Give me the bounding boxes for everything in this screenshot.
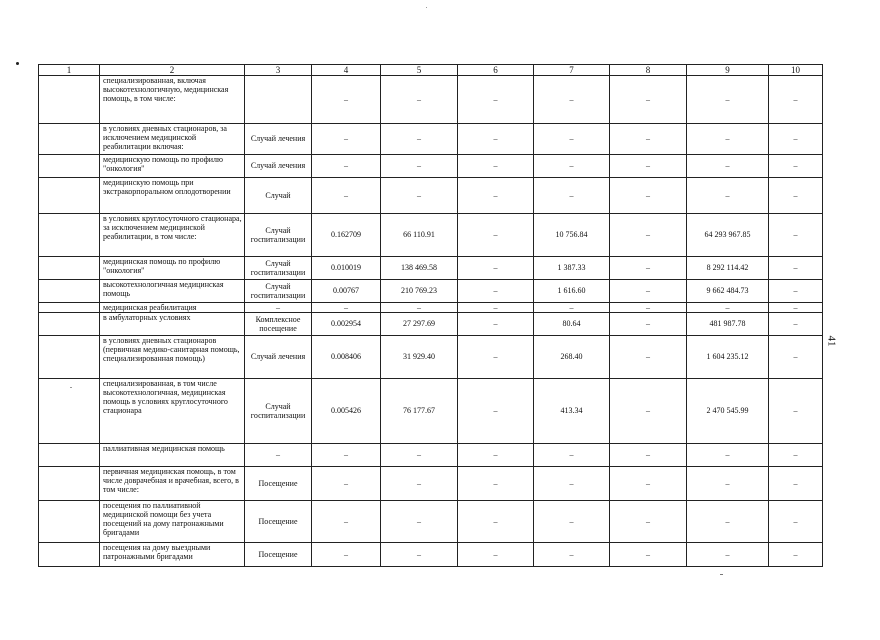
value-cell-c6: – xyxy=(458,543,534,567)
value-cell-c6: – xyxy=(458,154,534,177)
service-name-cell: медицинская реабилитация xyxy=(100,302,245,312)
value-cell-c9: 1 604 235.12 xyxy=(687,335,769,378)
header-cell: 7 xyxy=(534,65,610,76)
row-number-cell xyxy=(39,279,100,302)
header-cell: 9 xyxy=(687,65,769,76)
value-cell-c5: – xyxy=(381,76,458,124)
value-cell-c9: 64 293 967.85 xyxy=(687,213,769,256)
value-cell-c10: – xyxy=(769,257,823,280)
table-row xyxy=(39,279,823,302)
value-cell-c9: 2 470 545.99 xyxy=(687,378,769,443)
service-name-cell: высокотехнологичная медицинская помощь xyxy=(100,279,245,302)
unit-cell: Случай госпитализации xyxy=(245,213,312,256)
table-row xyxy=(39,335,823,378)
value-cell-c8: – xyxy=(610,279,687,302)
value-cell-c5: 210 769.23 xyxy=(381,279,458,302)
value-cell-c6: – xyxy=(458,76,534,124)
value-cell-c6: – xyxy=(458,312,534,335)
value-cell-c7: – xyxy=(534,302,610,312)
row-number-cell xyxy=(39,123,100,154)
table-row xyxy=(39,543,823,567)
header-cell: 4 xyxy=(312,65,381,76)
value-cell-c8: – xyxy=(610,335,687,378)
unit-cell: Случай лечения xyxy=(245,123,312,154)
value-cell-c5: – xyxy=(381,444,458,467)
value-cell-c10: – xyxy=(769,279,823,302)
unit-cell: Случай лечения xyxy=(245,335,312,378)
row-number-cell xyxy=(39,312,100,335)
value-cell-c7: 80.64 xyxy=(534,312,610,335)
value-cell-c5: 76 177.67 xyxy=(381,378,458,443)
value-cell-c8: – xyxy=(610,213,687,256)
unit-cell xyxy=(245,76,312,124)
value-cell-c9: – xyxy=(687,154,769,177)
value-cell-c7: – xyxy=(534,123,610,154)
unit-cell: Случай госпитализации xyxy=(245,257,312,280)
value-cell-c8: – xyxy=(610,154,687,177)
value-cell-c9: – xyxy=(687,302,769,312)
value-cell-c9: – xyxy=(687,466,769,500)
service-name-cell: специализированная, в том числе высокотехнологичная, медицинская помощь в условиях круглосуточного стационара xyxy=(100,378,245,443)
value-cell-c8: – xyxy=(610,466,687,500)
service-name-cell: посещения по паллиативной медицинской помощи без учета посещений на дому патронажными бригадами xyxy=(100,500,245,542)
value-cell-c7: – xyxy=(534,500,610,542)
value-cell-c5: 27 297.69 xyxy=(381,312,458,335)
unit-cell: Случай госпитализации xyxy=(245,378,312,443)
unit-cell: Посещение xyxy=(245,543,312,567)
value-cell-c4: 0.008406 xyxy=(312,335,381,378)
value-cell-c7: – xyxy=(534,444,610,467)
header-cell: 6 xyxy=(458,65,534,76)
value-cell-c9: – xyxy=(687,177,769,213)
row-number-cell xyxy=(39,466,100,500)
value-cell-c10: – xyxy=(769,302,823,312)
value-cell-c6: – xyxy=(458,279,534,302)
value-cell-c4: – xyxy=(312,466,381,500)
value-cell-c9: – xyxy=(687,123,769,154)
value-cell-c5: – xyxy=(381,302,458,312)
value-cell-c8: – xyxy=(610,312,687,335)
value-cell-c7: 1 387.33 xyxy=(534,257,610,280)
value-cell-c4: – xyxy=(312,500,381,542)
value-cell-c4: – xyxy=(312,154,381,177)
value-cell-c6: – xyxy=(458,123,534,154)
row-number-cell xyxy=(39,543,100,567)
value-cell-c8: – xyxy=(610,123,687,154)
value-cell-c4: – xyxy=(312,302,381,312)
value-cell-c9: – xyxy=(687,444,769,467)
header-cell: 3 xyxy=(245,65,312,76)
value-cell-c6: – xyxy=(458,257,534,280)
value-cell-c6: – xyxy=(458,444,534,467)
value-cell-c8: – xyxy=(610,177,687,213)
unit-cell: – xyxy=(245,444,312,467)
row-number-cell xyxy=(39,335,100,378)
value-cell-c9: – xyxy=(687,543,769,567)
service-name-cell: в амбулаторных условиях xyxy=(100,312,245,335)
value-cell-c6: – xyxy=(458,466,534,500)
margin-dot xyxy=(16,62,19,65)
value-cell-c9: – xyxy=(687,500,769,542)
service-name-cell: паллиативная медицинская помощь xyxy=(100,444,245,467)
value-cell-c10: – xyxy=(769,444,823,467)
value-cell-c10: – xyxy=(769,543,823,567)
service-name-cell: медицинскую помощь при экстракорпоральном оплодотворении xyxy=(100,177,245,213)
header-cell: 1 xyxy=(39,65,100,76)
value-cell-c10: – xyxy=(769,500,823,542)
value-cell-c9: 8 292 114.42 xyxy=(687,257,769,280)
table-row xyxy=(39,444,823,467)
row-number-cell xyxy=(39,500,100,542)
value-cell-c10: – xyxy=(769,177,823,213)
value-cell-c10: – xyxy=(769,466,823,500)
unit-cell: Случай госпитализации xyxy=(245,279,312,302)
header-row xyxy=(39,65,823,76)
table-row xyxy=(39,213,823,256)
table-row xyxy=(39,154,823,177)
row-number-cell xyxy=(39,302,100,312)
value-cell-c8: – xyxy=(610,378,687,443)
value-cell-c7: 268.40 xyxy=(534,335,610,378)
table-row xyxy=(39,500,823,542)
unit-cell: – xyxy=(245,302,312,312)
value-cell-c10: – xyxy=(769,312,823,335)
value-cell-c7: 10 756.84 xyxy=(534,213,610,256)
value-cell-c7: – xyxy=(534,76,610,124)
value-cell-c4: – xyxy=(312,123,381,154)
value-cell-c10: – xyxy=(769,76,823,124)
unit-cell: Посещение xyxy=(245,466,312,500)
value-cell-c9: 9 662 484.73 xyxy=(687,279,769,302)
table-row xyxy=(39,466,823,500)
value-cell-c5: – xyxy=(381,177,458,213)
row-number-cell xyxy=(39,177,100,213)
value-cell-c7: – xyxy=(534,154,610,177)
value-cell-c10: – xyxy=(769,213,823,256)
value-cell-c4: – xyxy=(312,444,381,467)
value-cell-c6: – xyxy=(458,302,534,312)
value-cell-c10: – xyxy=(769,335,823,378)
header-cell: 10 xyxy=(769,65,823,76)
value-cell-c5: – xyxy=(381,500,458,542)
value-cell-c8: – xyxy=(610,543,687,567)
service-name-cell: медицинская помощь по профилю "онкология" xyxy=(100,257,245,280)
value-cell-c5: – xyxy=(381,123,458,154)
value-cell-c10: – xyxy=(769,154,823,177)
value-cell-c8: – xyxy=(610,257,687,280)
table-row xyxy=(39,123,823,154)
value-cell-c10: – xyxy=(769,123,823,154)
value-cell-c10: – xyxy=(769,378,823,443)
service-name-cell: первичная медицинская помощь, в том числе доврачебная и врачебная, всего, в том числе: xyxy=(100,466,245,500)
row-number-cell xyxy=(39,257,100,280)
service-name-cell: специализированная, включая высокотехнологичную, медицинская помощь, в том числе: xyxy=(100,76,245,124)
value-cell-c4: 0.002954 xyxy=(312,312,381,335)
service-name-cell: в условиях дневных стационаров, за исключением медицинской реабилитации включая: xyxy=(100,123,245,154)
value-cell-c4: 0.162709 xyxy=(312,213,381,256)
value-cell-c7: – xyxy=(534,543,610,567)
table-row xyxy=(39,312,823,335)
value-cell-c5: 66 110.91 xyxy=(381,213,458,256)
table-row xyxy=(39,76,823,124)
value-cell-c4: – xyxy=(312,177,381,213)
value-cell-c4: 0.010019 xyxy=(312,257,381,280)
value-cell-c7: 1 616.60 xyxy=(534,279,610,302)
service-name-cell: медицинскую помощь по профилю "онкология" xyxy=(100,154,245,177)
value-cell-c7: – xyxy=(534,177,610,213)
value-cell-c7: 413.34 xyxy=(534,378,610,443)
value-cell-c6: – xyxy=(458,177,534,213)
unit-cell: Случай лечения xyxy=(245,154,312,177)
table-row xyxy=(39,302,823,312)
value-cell-c5: 31 929.40 xyxy=(381,335,458,378)
row-number-cell xyxy=(39,213,100,256)
value-cell-c7: – xyxy=(534,466,610,500)
row-number-cell xyxy=(39,154,100,177)
header-cell: 5 xyxy=(381,65,458,76)
value-cell-c5: – xyxy=(381,466,458,500)
table-row xyxy=(39,177,823,213)
value-cell-c8: – xyxy=(610,500,687,542)
value-cell-c4: – xyxy=(312,76,381,124)
service-name-cell: в условиях круглосуточного стационара, за исключением медицинской реабилитации, в том числе: xyxy=(100,213,245,256)
value-cell-c8: – xyxy=(610,76,687,124)
value-cell-c6: – xyxy=(458,378,534,443)
unit-cell: Случай xyxy=(245,177,312,213)
service-name-cell: посещения на дому выездными патронажными бригадами xyxy=(100,543,245,567)
value-cell-c8: – xyxy=(610,444,687,467)
service-name-cell: в условиях дневных стационаров (первичная медико-санитарная помощь, специализированная помощь) xyxy=(100,335,245,378)
cost-table xyxy=(38,64,823,567)
value-cell-c4: – xyxy=(312,543,381,567)
scan-speck xyxy=(720,574,723,575)
row-number-cell xyxy=(39,444,100,467)
row-number-cell xyxy=(39,378,100,443)
header-cell: 8 xyxy=(610,65,687,76)
row-number-cell xyxy=(39,76,100,124)
scan-speck xyxy=(426,7,427,8)
header-cell: 2 xyxy=(100,65,245,76)
value-cell-c5: 138 469.58 xyxy=(381,257,458,280)
table-row xyxy=(39,378,823,443)
unit-cell: Комплексное посещение xyxy=(245,312,312,335)
value-cell-c6: – xyxy=(458,500,534,542)
value-cell-c9: 481 987.78 xyxy=(687,312,769,335)
page-number: 41 xyxy=(825,335,838,347)
value-cell-c8: – xyxy=(610,302,687,312)
value-cell-c4: 0.005426 xyxy=(312,378,381,443)
value-cell-c5: – xyxy=(381,154,458,177)
unit-cell: Посещение xyxy=(245,500,312,542)
value-cell-c4: 0.00767 xyxy=(312,279,381,302)
value-cell-c6: – xyxy=(458,213,534,256)
value-cell-c9: – xyxy=(687,76,769,124)
value-cell-c5: – xyxy=(381,543,458,567)
value-cell-c6: – xyxy=(458,335,534,378)
table-row xyxy=(39,257,823,280)
